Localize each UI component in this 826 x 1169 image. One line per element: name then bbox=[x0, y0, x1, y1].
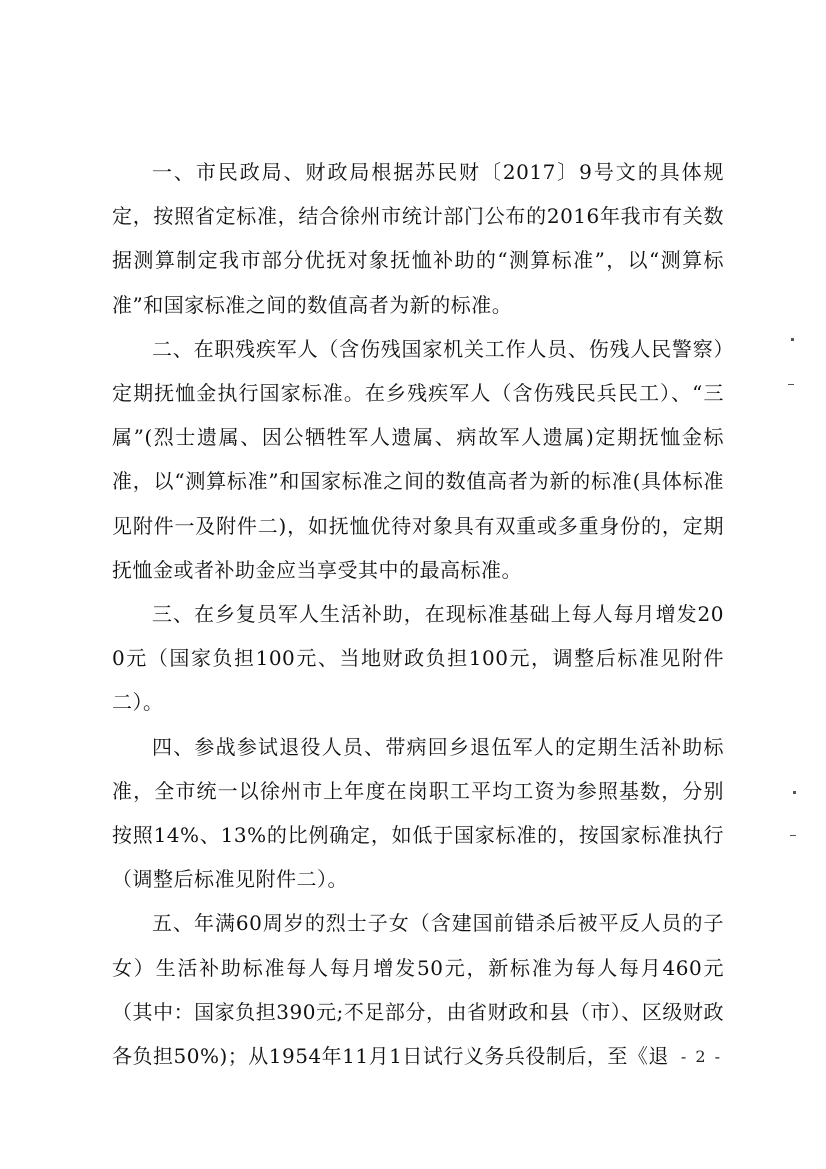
paragraph-5: 五、年满60周岁的烈士子女（含建国前错杀后被平反人员的子女）生活补助标准每人每月增发50元，新标准为每人每月460元（其中：国家负担390元;不足部分，由省财政和县（市）、区级财政各负担50%)；从1954年11月1日试行义务兵役制后，至《退 bbox=[112, 911, 724, 1069]
paragraph-4: 四、参战参试退役人员、带病回乡退伍军人的定期生活补助标准，全市统一以徐州市上年度在岗职工平均工资为参照基数，分别按照14%、13%的比例确定，如低于国家标准的，按国家标准执行（调整后标准见附件二）。 bbox=[112, 734, 724, 892]
document-body bbox=[112, 150, 724, 1078]
paragraph-2: 二、在职残疾军人（含伤残国家机关工作人员、伤残人民警察）定期抚恤金执行国家标准。在乡残疾军人（含伤残民兵民工）、“三属”(烈士遗属、因公牺牲军人遗属、病故军人遗属)定期抚恤金标准，以“测算标准”和国家标准之间的数值高者为新的标准(具体标准见附件一及附件二)，如抚恤优待对象具有双重或多重身份的，定期抚恤金或者补助金应当享受其中的最高标准。 bbox=[112, 336, 724, 582]
scan-mark bbox=[790, 835, 796, 836]
scan-mark bbox=[791, 338, 794, 341]
paragraph-3: 三、在乡复员军人生活补助，在现标准基础上每人每月增发200元（国家负担100元、当地财政负担100元，调整后标准见附件二）。 bbox=[112, 602, 724, 715]
page-number: - 2 - bbox=[680, 1047, 722, 1066]
paragraph-1: 一、市民政局、财政局根据苏民财〔2017〕9号文的具体规定，按照省定标准，结合徐州市统计部门公布的2016年我市有关数据测算制定我市部分优抚对象抚恤补助的“测算标准”，以“测算标准”和国家标准之间的数值高者为新的标准。 bbox=[112, 160, 724, 317]
scan-mark bbox=[788, 384, 794, 385]
scan-mark bbox=[793, 791, 796, 794]
